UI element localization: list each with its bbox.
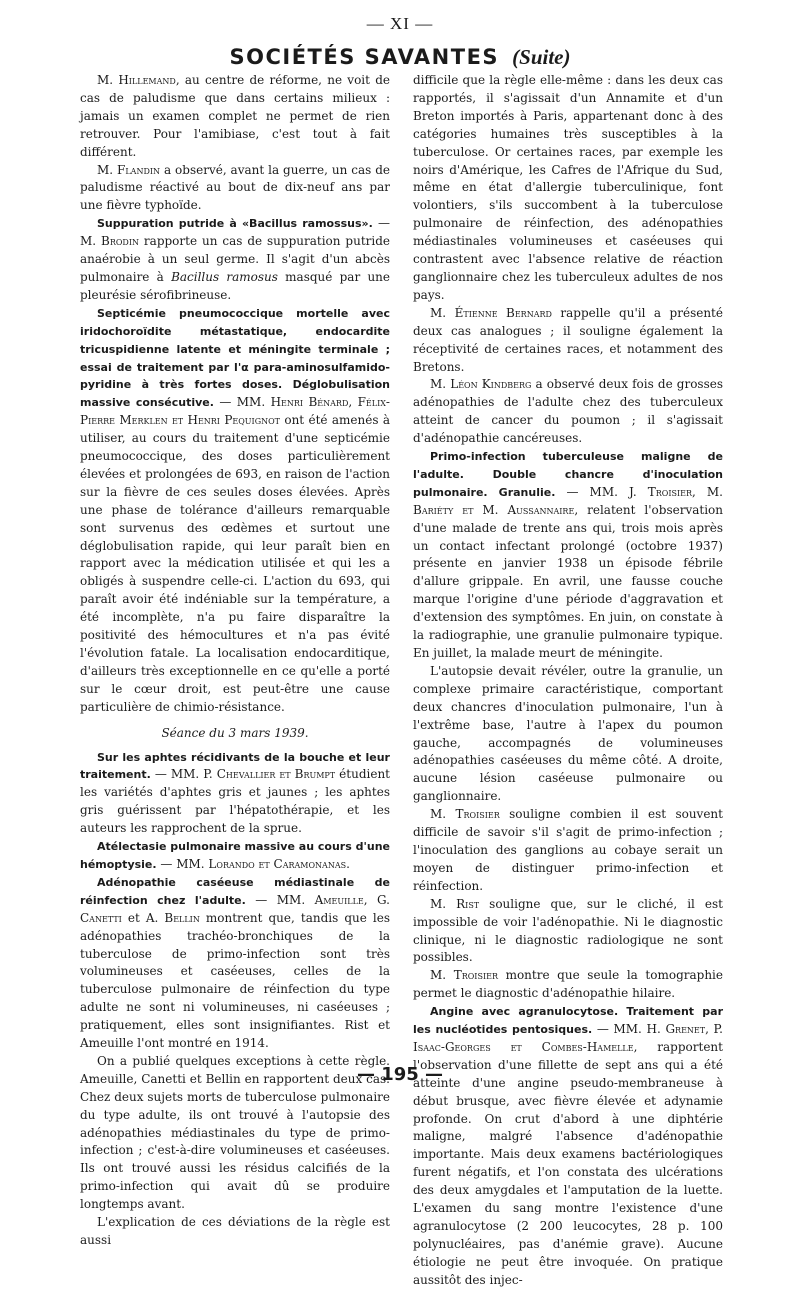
paragraph-troisier-2: M. Troisier montre que seule la tomographie permet le diagnostic d'adénopathie hilaire. <box>413 968 723 1001</box>
roman-page-number: — XI — <box>366 14 434 33</box>
paragraph-autopsie: L'autopsie devait révéler, outre la granulie, un complexe primaire caractéristique, comportant deux chancres d'inoculation pulmonaire, l'un à l'extrême base, l'autre à l'apex du poumon gauche, accompagnés de volumineuses adénopathies caséeuses du même côté. A droite, aucune lésion caséeuse pulmonaire ou ganglionnaire. <box>413 663 723 804</box>
paragraph-angine: Angine avec agranulocytose. Traitement par les nucléotides pentosiques. — MM. H. Grenet, P. Isaac-Georges et Combes-Hamelle, rapportent l'observation d'une fillette de sept ans qui a été atteinte d'une angine pseudo-membraneuse à début brusque, avec fièvre élevée et adynamie profonde. On crut d'abord à une diphtérie maligne, malgré l'absence d'adénopathie importante. Mais deux examens bactériologiques furent négatifs, et l'on constata des ulcérations des deux amygdales et l'amputation de la luette. L'examen du sang montre l'existence d'une agranulocytose (2 200 leucocytes, 28 p. 100 polynucléaires, pas d'anémie grave). Aucune étiologie ne peut être invoquée. On pratique aussitôt des injec- <box>413 1005 723 1287</box>
section-header <box>0 43 800 73</box>
paragraph-explication: L'explication de ces déviations de la règle est aussi <box>80 1215 390 1247</box>
paragraph-bernard: M. Étienne Bernard rappelle qu'il a présenté deux cas analogues ; il souligne également la réceptivité de certaines races, et notamment des Bretons. <box>413 305 723 374</box>
paragraph-suppuration: Suppuration putride à «Bacillus ramossus». — M. Brodin rapporte un cas de suppuration putride anaérobie à un seul germe. Il s'agit d'un abcès pulmonaire à Bacillus ramosus masqué par une pleurésie sérofibrineuse. <box>80 216 391 302</box>
paragraph-adenopathie: Adénopathie caséeuse médiastinale de réinfection chez l'adulte. — MM. Ameuille, G. Canetti et A. Bellin montrent que, tandis que les adénopathies trachéo-bronchiques de la tuberculose de primo-infection sont très volumineuses et caséeuses, celles de la tuberculose pulmonaire de réinfection du type adulte ne sont ni volumineuses, ni caséeuses ; pratiquement, elles sont insignifiantes. Rist et Ameuille l'ont montré en 1914. <box>80 875 390 1051</box>
paragraph-primo-infection: Primo-infection tuberculeuse maligne de l'adulte. Double chancre d'inoculation pulmonaire. Granulie. — MM. J. Troisier, M. Bariéty et M. Aussannaire, relatent l'observation d'une malade de trente ans qui, trois mois après un contact infectant prolongé (octobre 1937) présente en janvier 1938 un épisode fébrile d'allure grippale. En avril, une fausse couche marque l'origine d'une période d'aggravation et d'extension des symptômes. En juin, on constate à la radiographie, une granulie pulmonaire typique. En juillet, la malade meurt de méningite. <box>413 450 724 660</box>
page-number: — 195 — <box>356 1064 444 1085</box>
paragraph-aphtes: Sur les aphtes récidivants de la bouche et leur traitement. — MM. P. Chevallier et Brumpt étudient les variétés d'aphtes gris et jaunes ; les aphtes gris guérissent par l'hépatothérapie, et les auteurs les rapprochent de la sprue. <box>80 750 390 836</box>
paragraph-atelectasie: Atélectasie pulmonaire massive au cours d'une hémoptysie. — MM. Lorando et Caramonanas. <box>80 840 390 871</box>
paragraph-septicemie: Septicémie pneumococcique mortelle avec iridochoroïdite métastatique, endocardite tricuspidienne latente et méningite terminale ; essai de traitement par l'α para-aminosulfamido-pyridine à très fortes doses. Déglobulisation massive consécutive. — MM. Henri Bénard, Félix-Pierre Merklen et Henri Pequignot ont été amenés à utiliser, au cours du traitement d'une septicémie pneumococcique, des doses particulièrement élevées et prolongées de 693, en raison de l'action sur la fièvre de ces seules doses élevées. Après une phase de tolérance d'ailleurs remarquable sont survenus des œdèmes et surtout une déglobulisation rapide, qui leur paraît bien en rapport avec la médication utilisée et qui les a obligés à suspendre celle-ci. L'action du 693, qui paraît avoir été indéniable sur la température, a été incomplète, n'a pu faire disparaître la positivité des hémocultures et n'a pas évité l'évolution fatale. La localisation endocarditique, d'ailleurs très exceptionnelle en ce qu'elle a porté sur le cœur droit, est peut-être une cause particulière de chimio-résistance. <box>80 306 390 714</box>
section-suite: (Suite) <box>512 45 571 69</box>
paragraph-troisier-1: M. Troisier souligne combien il est souvent difficile de savoir s'il s'agit de primo-infection ; l'inoculation des ganglions au cobaye serait un moyen de distinguer primo-infection et réinfection. <box>413 807 723 893</box>
paragraph-hillemand: M. Hillemand, au centre de réforme, ne voit de cas de paludisme que dans certains milieux : jamais un examen complet ne permet de rien retrouver. Pour l'amibiase, c'est tout à fait différent. <box>80 73 390 159</box>
paragraph-flandin: M. Flandin a observé, avant la guerre, un cas de paludisme réactivé au bout de dix-neuf ans par une fièvre typhoïde. <box>80 162 390 213</box>
paragraph-rist: M. Rist souligne que, sur le cliché, il est impossible de voir l'adénopathie. Ni le diagnostic clinique, ni le diagnostic radiologique ne sont possibles. <box>413 896 723 965</box>
section-title: SOCIÉTÉS SAVANTES <box>229 45 500 69</box>
paragraph-continuation: difficile que la règle elle-même : dans les deux cas rapportés, il s'agissait d'un Annamite et d'un Breton importés à Paris, appartenant donc à des catégories humaines très susceptibles à la tuberculose. Or certaines races, par exemple les noirs d'Amérique, les Cafres de l'Afrique du Sud, même en état d'allergie tuberculinique, font volontiers, s'ils succombent à la tuberculose pulmonaire de réinfection, des adénopathies médiastinales volumineuses et caséeuses qui contrastent avec l'absence relative de réaction ganglionnaire chez les tuberculeux adultes de nos pays. <box>413 73 723 302</box>
paragraph-kindberg: M. Léon Kindberg a observé deux fois de grosses adénopathies de l'adulte chez des tuberculeux atteint de cancer du poumon ; il s'agissait d'adénopathie cancéreuses. <box>413 377 724 446</box>
right-column <box>413 72 723 1290</box>
paragraph-exceptions: On a publié quelques exceptions à cette règle. Ameuille, Canetti et Bellin en rapportent deux cas. Chez deux sujets morts de tuberculose pulmonaire du type adulte, ils ont trouvé à l'autopsie des adénopathies médiastinales du type de primo-infection ; c'est-à-dire volumineuses et caséeuses. Ils ont trouvé aussi les résidus calcifiés de la primo-infection qui avait dû se produire longtemps avant. <box>80 1053 390 1212</box>
seance-date: Séance du 3 mars 1939. <box>161 725 309 740</box>
